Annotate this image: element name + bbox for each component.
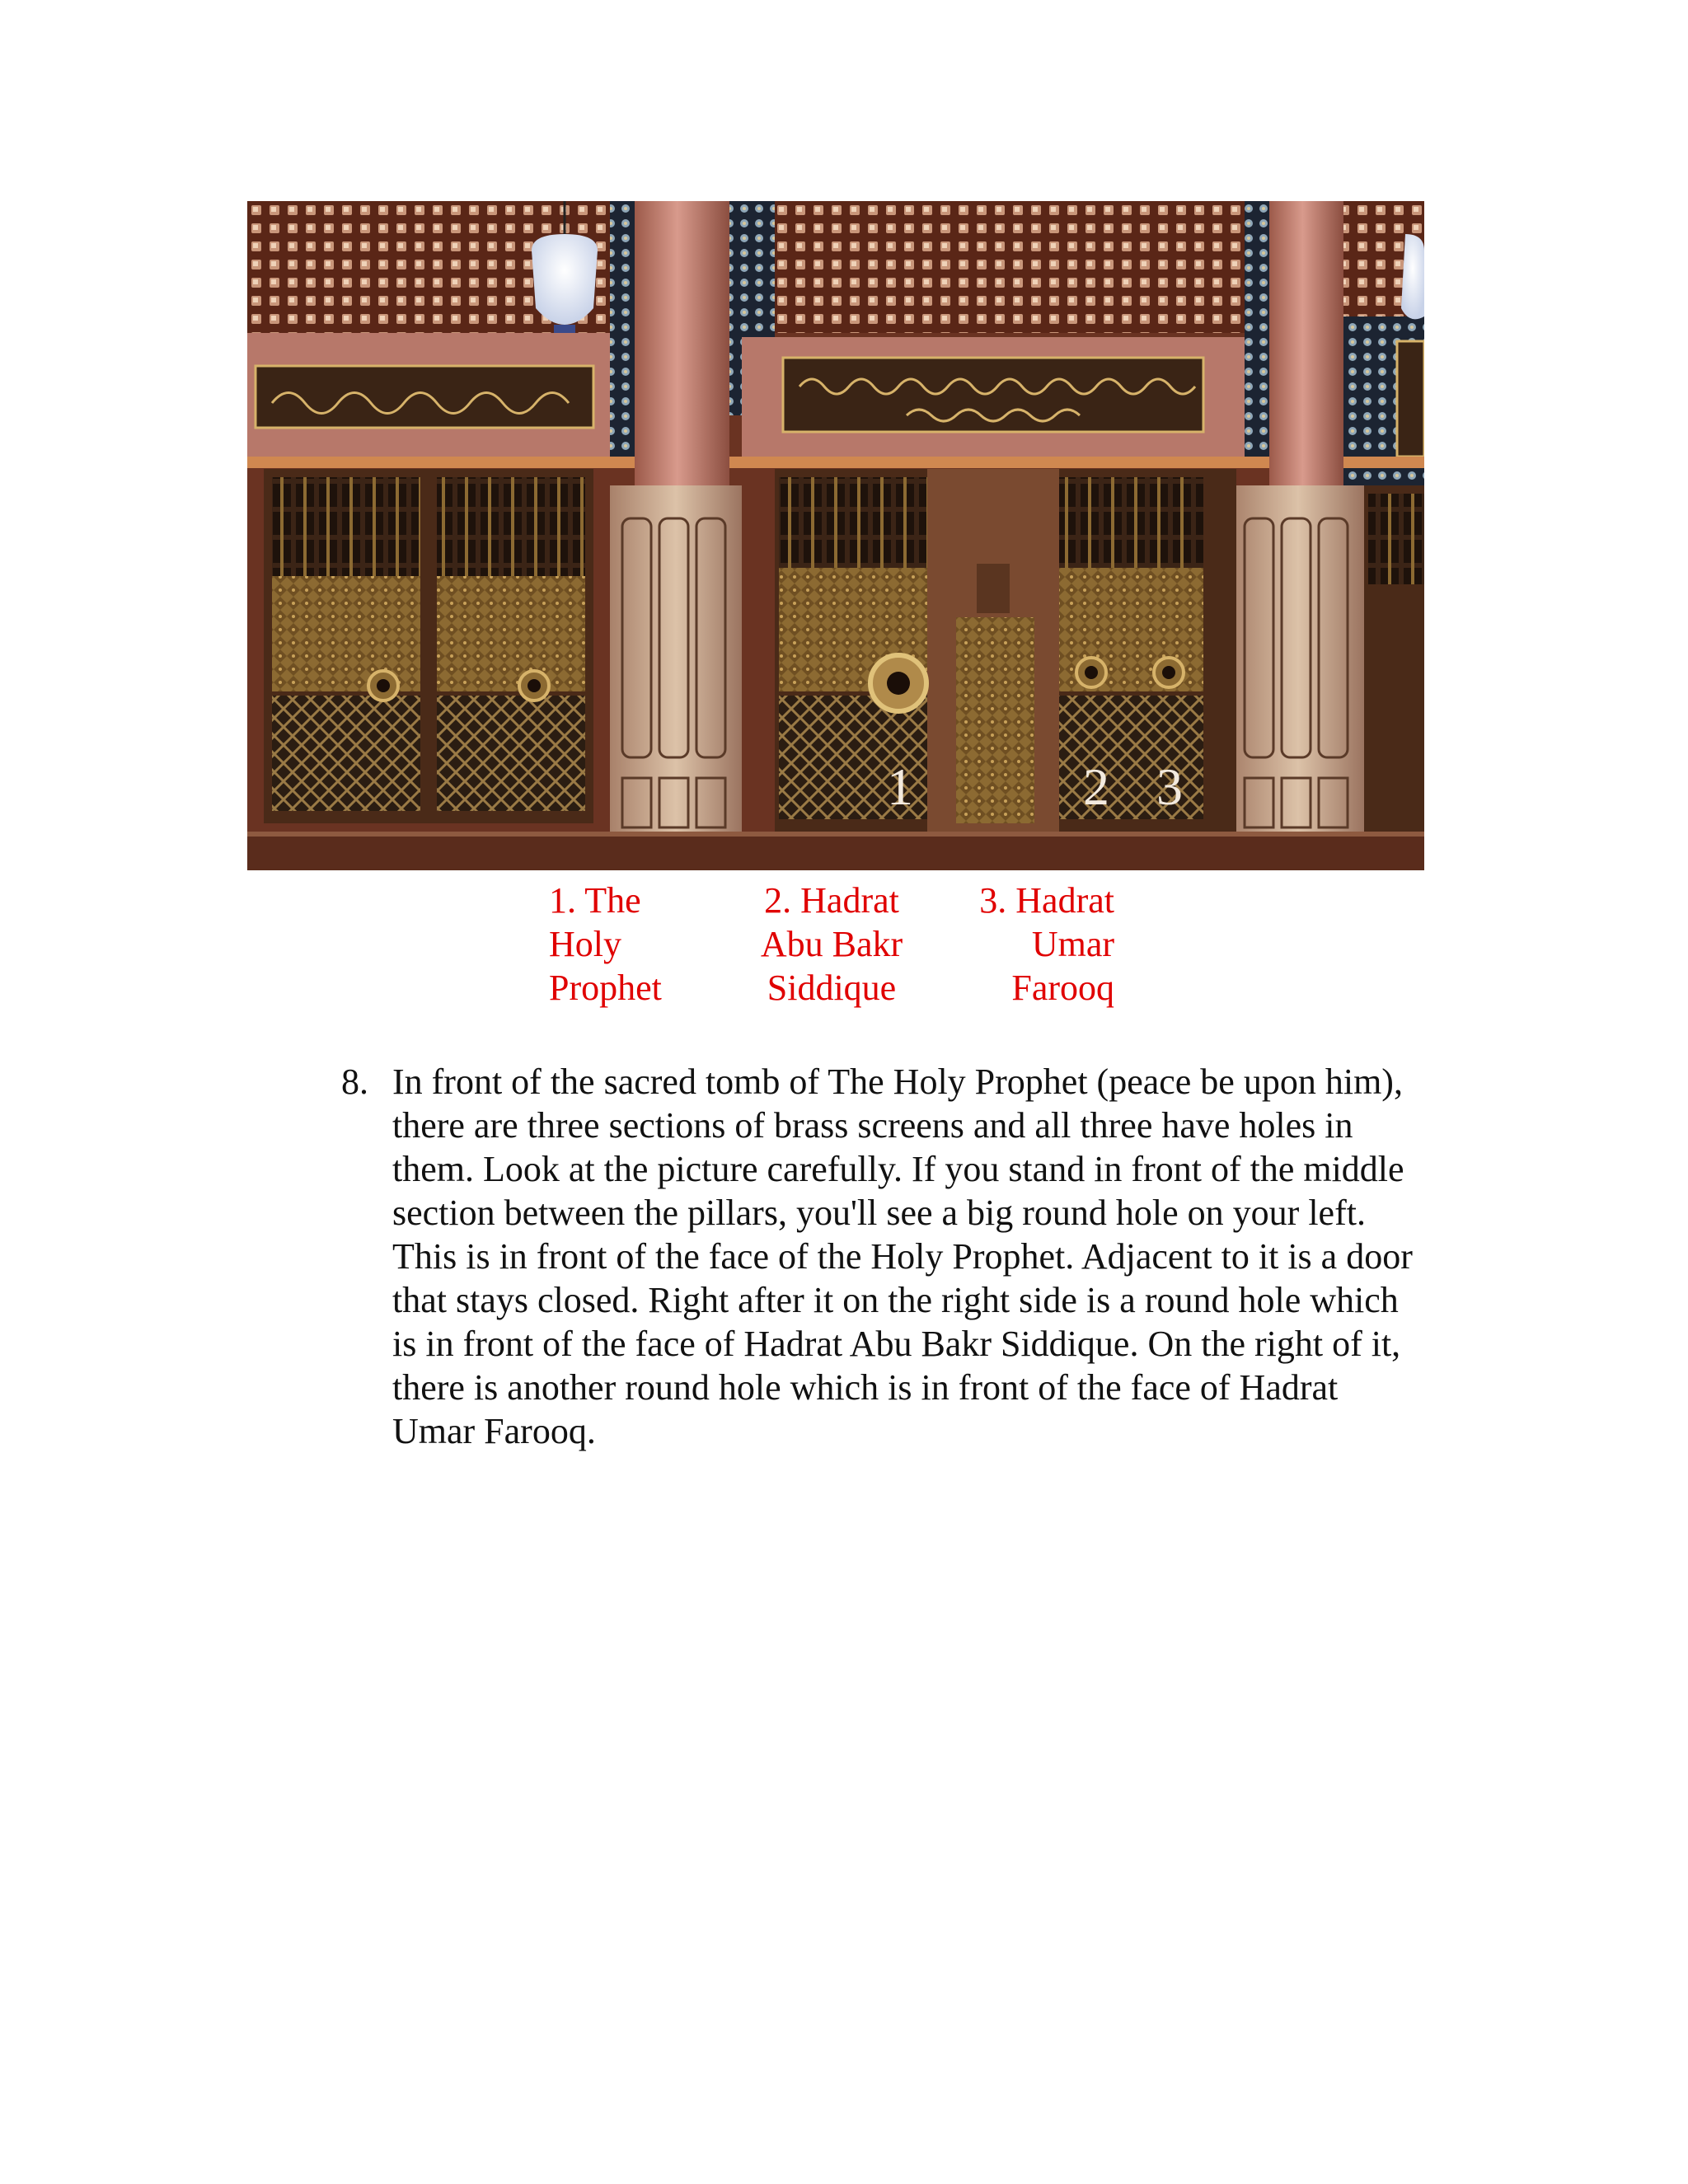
caption-holy-prophet — [549, 879, 662, 1010]
caption-line: Holy — [549, 924, 621, 964]
list-item-text — [392, 1060, 1489, 1453]
caption-line: Abu Bakr — [760, 924, 903, 964]
caption-line: Farooq — [1011, 968, 1114, 1008]
caption-line: 1. The — [549, 880, 641, 921]
list-item-number: 8. — [341, 1062, 368, 1102]
photo-number-2: 2 — [1083, 757, 1109, 816]
text-line: This is in front of the face of the Holy Prophet. Adjacent to it is a door — [392, 1236, 1413, 1277]
caption-abu-bakr — [757, 879, 907, 1010]
caption-umar-farooq — [973, 879, 1114, 1010]
text-line: there are three sections of brass screens and all three have holes in — [392, 1105, 1353, 1146]
tomb-screens-photo — [247, 201, 1424, 870]
text-line: In front of the sacred tomb of The Holy Prophet (peace be upon him), — [392, 1062, 1403, 1102]
text-line: section between the pillars, you'll see a big round hole on your left. — [392, 1193, 1366, 1233]
caption-line: 3. Hadrat — [979, 880, 1114, 921]
text-line: them. Look at the picture carefully. If you stand in front of the middle — [392, 1149, 1404, 1189]
text-line: that stays closed. Right after it on the right side is a round hole which — [392, 1280, 1399, 1320]
photo-number-3: 3 — [1156, 757, 1183, 816]
photo-number-1: 1 — [887, 757, 913, 816]
caption-line: Siddique — [767, 968, 897, 1008]
text-line: is in front of the face of Hadrat Abu Bakr Siddique. On the right of it, — [392, 1324, 1401, 1364]
text-line: Umar Farooq. — [392, 1411, 596, 1451]
caption-line: Prophet — [549, 968, 662, 1008]
caption-line: Umar — [1031, 924, 1114, 964]
caption-line: 2. Hadrat — [764, 880, 899, 921]
text-line: there is another round hole which is in front of the face of Hadrat — [392, 1367, 1339, 1408]
